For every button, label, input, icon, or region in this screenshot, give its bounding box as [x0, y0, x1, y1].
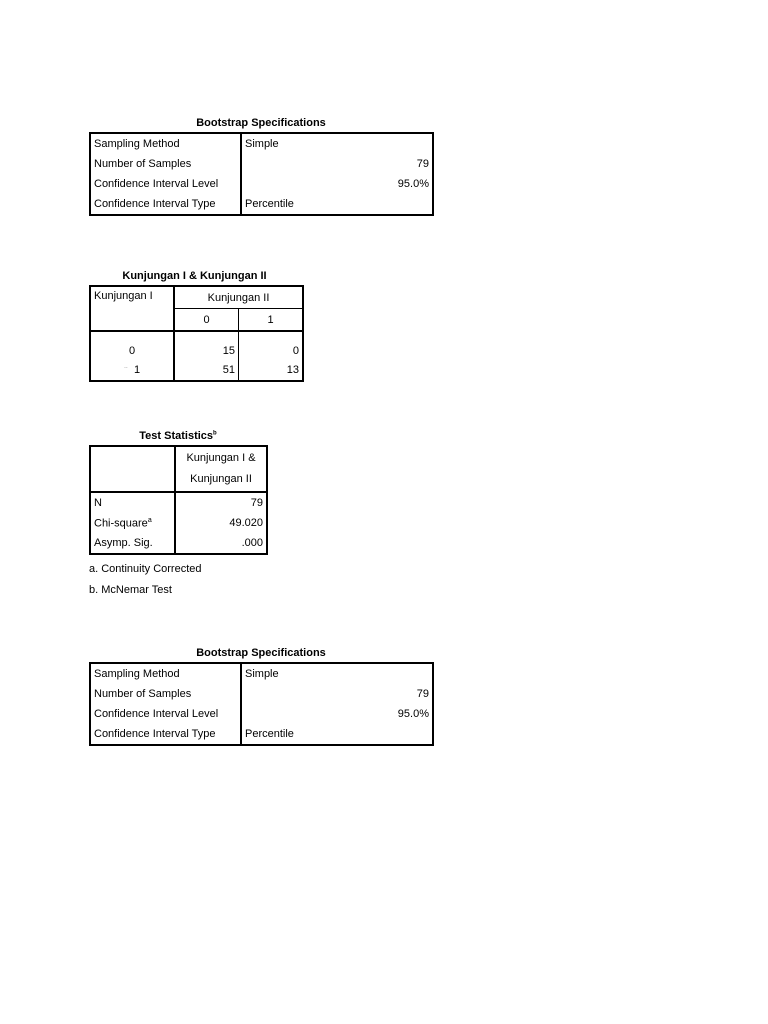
test-statistics — [89, 430, 268, 601]
test-statistics-table — [89, 445, 268, 555]
row-value: 49.020 — [175, 513, 267, 533]
row-label: Confidence Interval Level — [94, 178, 219, 190]
table-title-sup: b — [213, 430, 217, 437]
cell-value: 15 — [174, 331, 239, 359]
row-label: Confidence Interval Type — [94, 728, 216, 740]
table-row — [90, 174, 433, 194]
row-value: 95.0% — [241, 174, 433, 194]
cell-value: 51 — [174, 359, 239, 381]
table-title: Bootstrap Specifications — [196, 117, 326, 129]
crosstab-table — [89, 285, 304, 382]
table-row — [90, 513, 267, 533]
row-value: Simple — [241, 663, 433, 684]
column-value: 0 — [174, 309, 239, 332]
table-title-text: Test Statistics — [139, 430, 214, 442]
table-row — [90, 286, 303, 309]
table-title: Kunjungan I & Kunjungan II — [122, 270, 267, 282]
bootstrap-specifications-1 — [89, 117, 434, 216]
empty-header-cell — [90, 446, 175, 492]
row-label — [90, 359, 174, 381]
row-label: Confidence Interval Level — [94, 708, 219, 720]
table-row — [90, 154, 433, 174]
row-label — [90, 513, 175, 533]
bootstrap-table — [89, 662, 434, 746]
row-label: Asymp. Sig. — [94, 537, 153, 549]
cell-value: 13 — [239, 359, 304, 381]
row-label: N — [94, 497, 102, 509]
row-value: 79 — [241, 154, 433, 174]
row-value: .000 — [175, 533, 267, 554]
row-value: Percentile — [241, 194, 433, 215]
table-row — [90, 446, 267, 492]
footnote-a: a. Continuity Corrected — [89, 563, 202, 575]
column-header-line-2: Kunjungan II — [190, 473, 252, 485]
column-value: 1 — [239, 309, 304, 332]
row-label: Sampling Method — [94, 138, 180, 150]
row-label: Confidence Interval Type — [94, 198, 216, 210]
table-row — [90, 359, 303, 381]
column-header — [175, 446, 267, 492]
table-row — [90, 133, 433, 154]
row-value: 79 — [175, 492, 267, 513]
row-label-text: Chi-square — [94, 517, 148, 530]
footnotes — [89, 559, 268, 601]
row-label: Sampling Method — [94, 668, 180, 680]
table-row — [90, 704, 433, 724]
bootstrap-specifications-2 — [89, 647, 434, 746]
row-value: Percentile — [241, 724, 433, 745]
row-value: 79 — [241, 684, 433, 704]
table-row — [90, 331, 303, 359]
table-title — [89, 430, 267, 442]
row-label: Number of Samples — [94, 688, 192, 700]
crosstab-kunjungan — [89, 270, 304, 382]
table-title: Bootstrap Specifications — [196, 647, 326, 659]
table-row — [90, 663, 433, 684]
row-value: 95.0% — [241, 704, 433, 724]
table-row — [90, 194, 433, 215]
table-row — [90, 533, 267, 554]
row-header: Kunjungan I — [90, 286, 174, 331]
cell-value: 0 — [239, 331, 304, 359]
row-label-text: 1 — [133, 363, 141, 376]
column-header-line-1: Kunjungan I & — [186, 452, 256, 464]
table-row — [90, 684, 433, 704]
table-row — [90, 724, 433, 745]
row-value: Simple — [241, 133, 433, 154]
footnote-b: b. McNemar Test — [89, 584, 172, 596]
column-header: Kunjungan II — [174, 286, 303, 309]
table-row — [90, 492, 267, 513]
row-label: 0 — [128, 345, 136, 357]
row-label-sup: a — [147, 516, 152, 524]
bootstrap-table — [89, 132, 434, 216]
cell-mark: ·· — [123, 364, 128, 371]
row-label: Number of Samples — [94, 158, 192, 170]
